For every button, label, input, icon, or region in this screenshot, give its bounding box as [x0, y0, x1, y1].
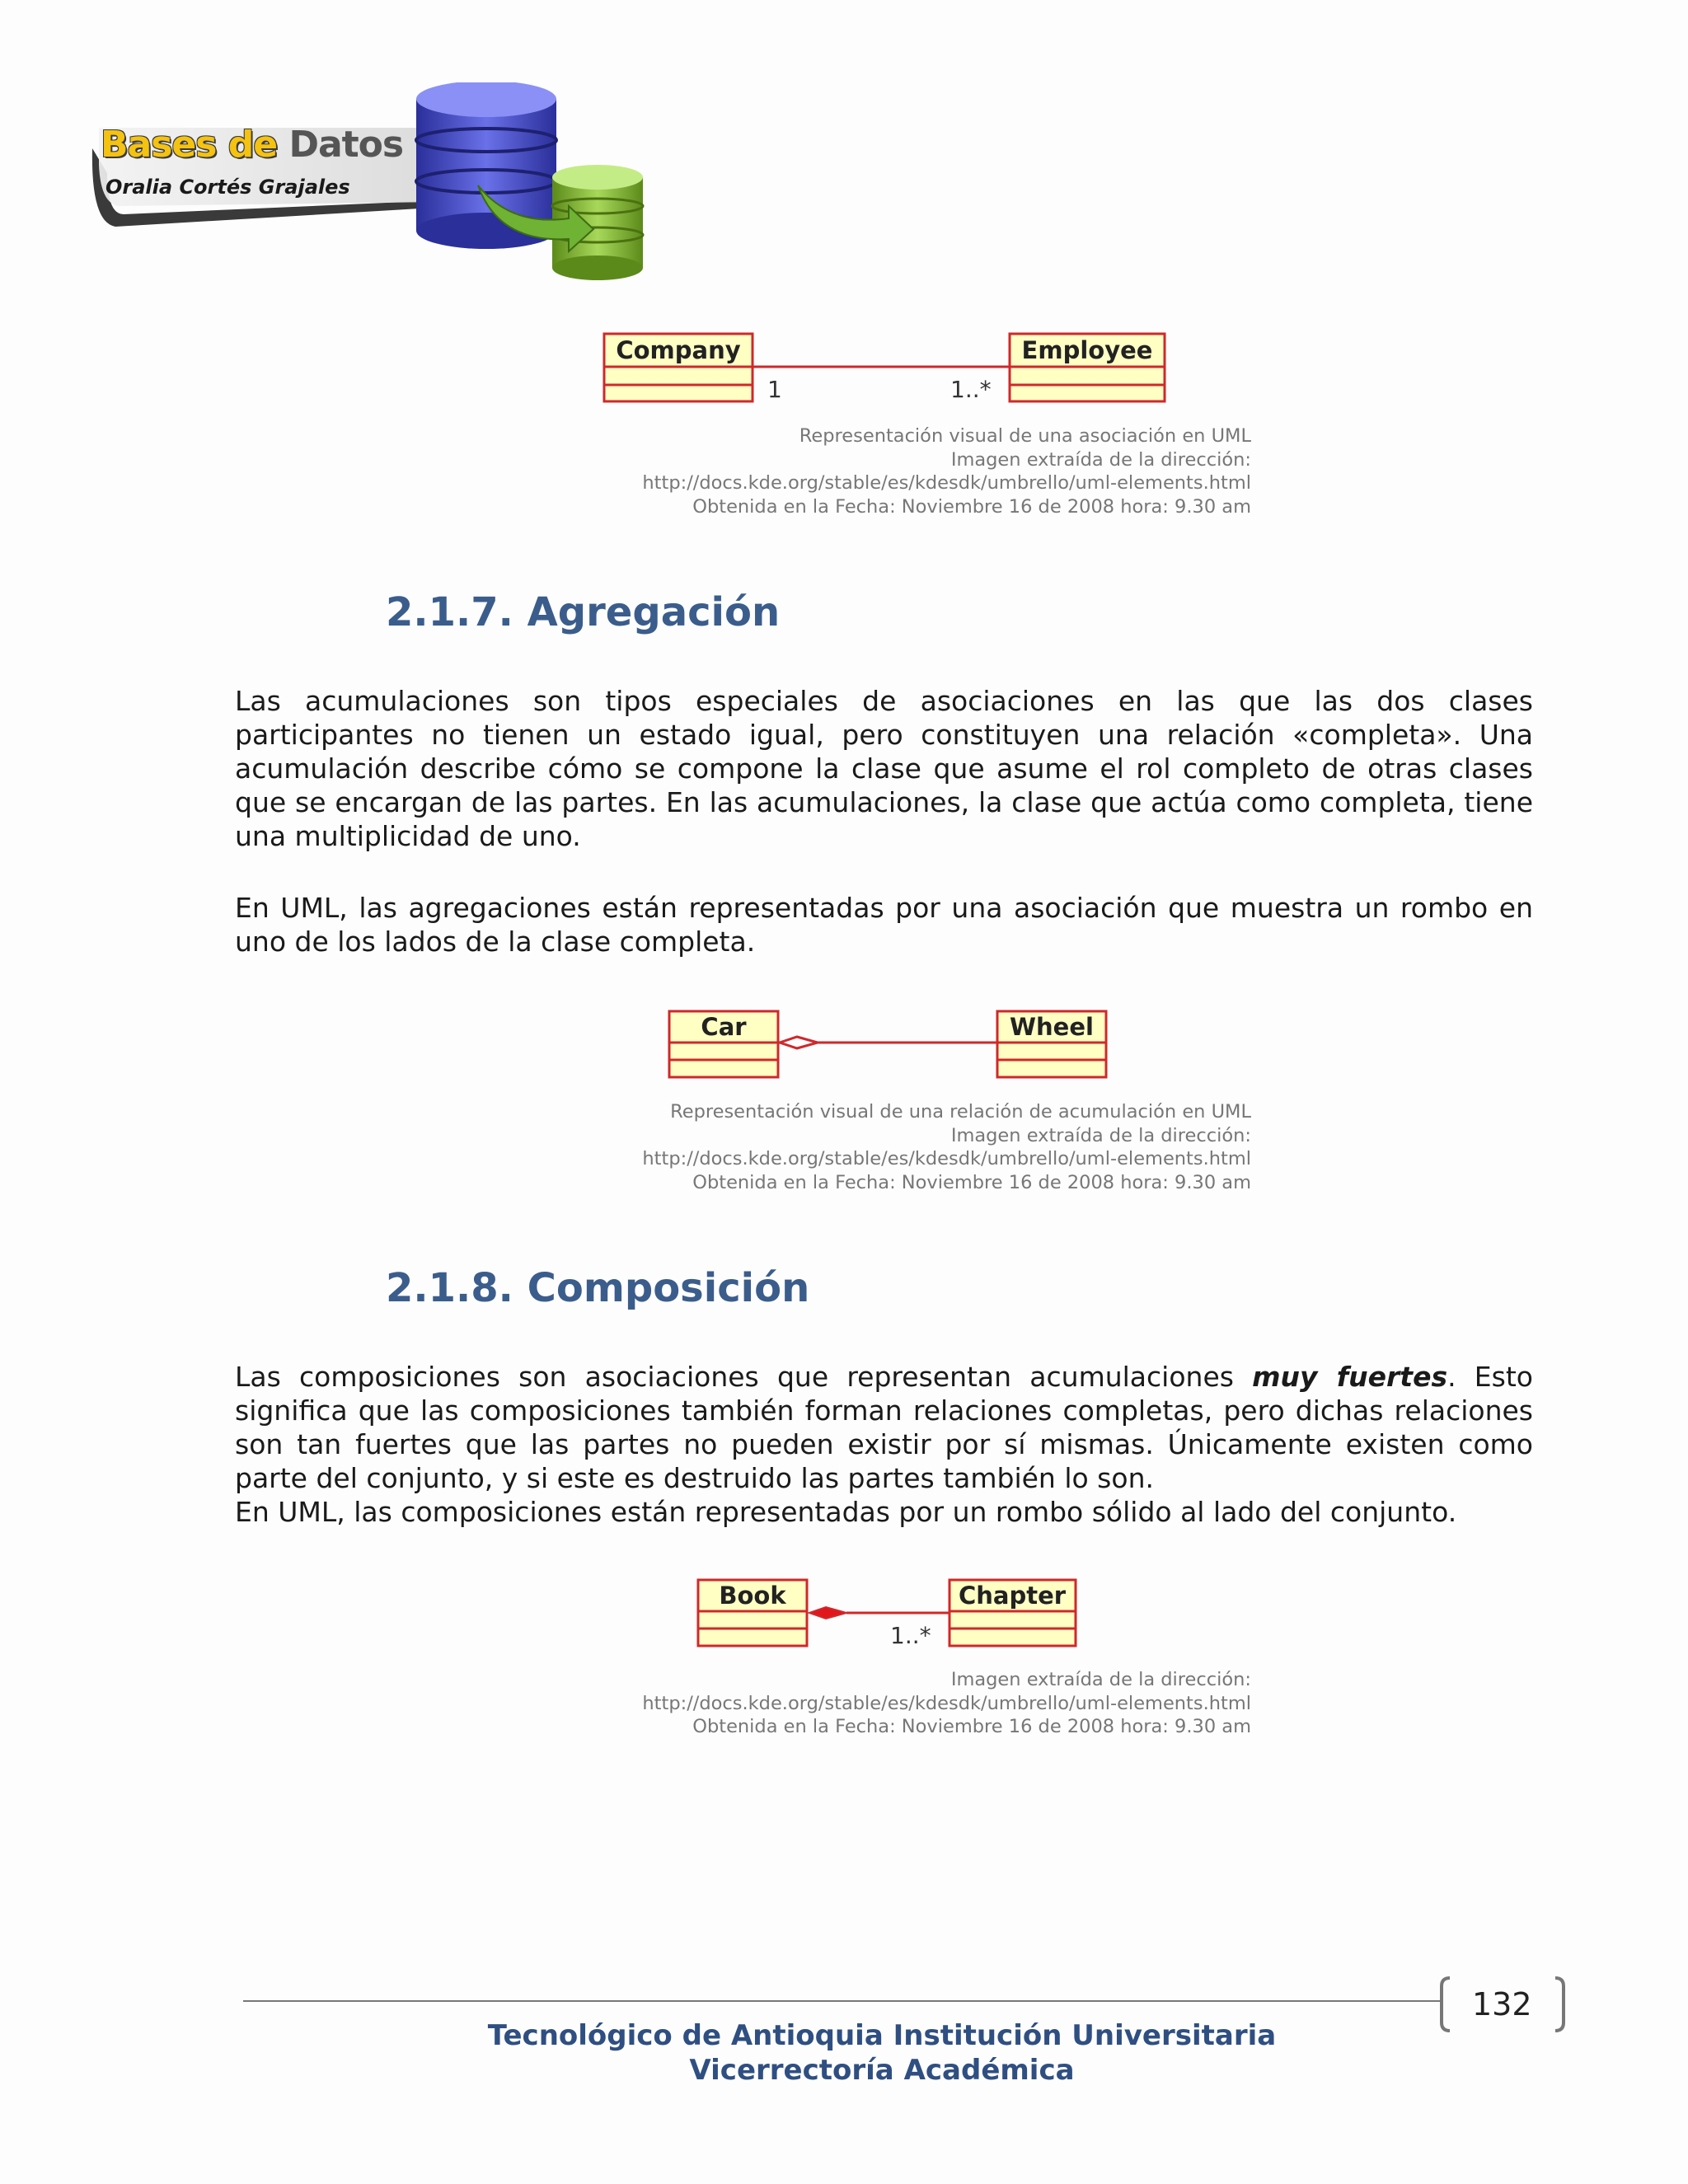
uml-class-book-label: Book [719, 1582, 786, 1610]
figure-caption-aggregation: Representación visual de una relación de acumulación en UML Imagen extraída de la dirección: http://docs.kde.org/stable/es/kdesdk/umbrello/uml-elements.html Obtenida en la Fecha: Noviembre 16 de 2008 hora: 9.30 am [642, 1101, 1251, 1193]
uml-class-wheel [997, 1011, 1106, 1077]
logo-title: Bases de Datos [101, 124, 404, 166]
footer-institution: Tecnológico de Antioquia Institución Universitaria Vicerrectoría Académica [487, 2019, 1277, 2087]
section-heading-composition: 2.1.8. Composición [386, 1265, 810, 1311]
uml-association-diagram [600, 330, 1169, 412]
aggregation-hollow-diamond [780, 1037, 818, 1048]
page-number: 132 [1472, 1986, 1532, 2022]
uml-class-car-label: Car [701, 1013, 747, 1041]
uml-composition-diagram [694, 1576, 1081, 1654]
uml-aggregation-diagram [665, 1007, 1110, 1081]
uml-class-wheel-label: Wheel [1010, 1013, 1094, 1041]
composition-filled-diamond [809, 1607, 846, 1619]
logo-author: Oralia Cortés Grajales [106, 176, 350, 199]
uml-class-employee-label: Employee [1021, 336, 1153, 364]
figure-caption-composition: Imagen extraída de la dirección: http://docs.kde.org/stable/es/kdesdk/umbrello/uml-elements.html Obtenida en la Fecha: Noviembre 16 de 2008 hora: 9.30 am [642, 1669, 1251, 1737]
uml-class-chapter-label: Chapter [958, 1582, 1067, 1610]
figure-caption-association: Representación visual de una asociación en UML Imagen extraída de la dirección: http://docs.kde.org/stable/es/kdesdk/umbrello/uml-elements.html Obtenida en la Fecha: Noviembre 16 de 2008 hora: 9.30 am [642, 425, 1251, 518]
paragraph: Las acumulaciones son tipos especiales de asociaciones en las que las dos clases participantes no tienen un estado igual, pero constituyen una relación «completa». Una acumulación describe cómo se compone la clase que asume el rol completo de otras clases que se encargan de las partes. En las acumulaciones, la clase que actúa como completa, tiene una multiplicidad de uno. [235, 685, 1533, 852]
multiplicity-right: 1..* [890, 1622, 931, 1649]
multiplicity-left: 1 [767, 376, 782, 403]
paragraph: En UML, las agregaciones están representadas por una asociación que muestra un rombo en uno de los lados de la clase completa. [235, 892, 1533, 958]
footer-divider [243, 2000, 1442, 2002]
uml-class-car [669, 1011, 778, 1077]
section-heading-aggregation: 2.1.7. Agregación [386, 589, 781, 635]
uml-class-chapter [950, 1580, 1076, 1646]
multiplicity-right: 1..* [950, 376, 992, 403]
paragraph: Las composiciones son asociaciones que representan acumulaciones muy fuertes. Esto significa que las composiciones también forman relaciones completas, pero dichas relaciones son tan fuertes que las partes no pueden existir por sí mismas. Únicamente existen como parte del conjunto, y si este es destruido las partes también lo son. En UML, las composiciones están representadas por un rombo sólido al lado del conjunto. [235, 1361, 1533, 1528]
emphasis-text: muy fuertes [1252, 1361, 1448, 1393]
uml-class-company-label: Company [616, 336, 741, 364]
uml-class-book [698, 1580, 807, 1646]
uml-class-employee [1010, 334, 1165, 401]
uml-class-company [604, 334, 753, 401]
